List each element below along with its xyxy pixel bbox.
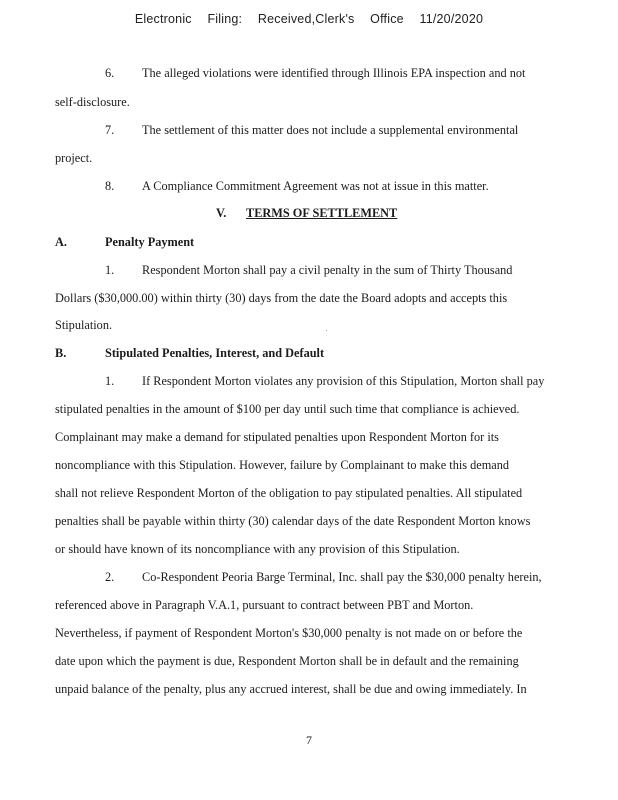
subsection-b-title: Stipulated Penalties, Interest, and Default — [105, 346, 325, 360]
stamp-filing: Filing: — [207, 12, 243, 26]
stamp-electronic: Electronic — [134, 12, 192, 26]
page-number: 7 — [306, 733, 312, 747]
para-8-line-1: A Compliance Commitment Agreement was not at issue in this matter. — [142, 179, 489, 193]
b2-line-1: Co-Respondent Peoria Barge Terminal, Inc. shall pay the $30,000 penalty herein, — [142, 570, 542, 584]
b1-line-2: stipulated penalties in the amount of $100 per day until such time that compliance is achieved. — [55, 402, 520, 416]
para-7-line-1: The settlement of this matter does not include a supplemental environmental — [142, 123, 519, 137]
stamp-date: 11/20/2020 — [419, 12, 484, 26]
a1-number: 1. — [105, 263, 115, 277]
para-6-line-2: self-disclosure. — [55, 95, 130, 109]
para-7-number: 7. — [105, 123, 115, 137]
para-6-line-1: The alleged violations were identified through Illinois EPA inspection and not — [142, 66, 526, 80]
b1-line-1: If Respondent Morton violates any provision of this Stipulation, Morton shall pay — [142, 374, 545, 388]
stamp-office: Office — [370, 12, 404, 26]
para-6-number: 6. — [105, 66, 115, 80]
subsection-a-letter: A. — [55, 235, 67, 249]
b2-number: 2. — [105, 570, 115, 584]
para-7-line-2: project. — [55, 151, 93, 165]
a1-line-1: Respondent Morton shall pay a civil penalty in the sum of Thirty Thousand — [142, 263, 513, 277]
b2-line-2: referenced above in Paragraph V.A.1, pursuant to contract between PBT and Morton. — [55, 598, 474, 612]
b1-line-4: noncompliance with this Stipulation. However, failure by Complainant to make this demand — [55, 458, 510, 472]
scan-speck — [326, 330, 327, 331]
subsection-b-letter: B. — [55, 346, 67, 360]
section-roman: V. — [216, 206, 227, 220]
b1-line-5: shall not relieve Respondent Morton of the obligation to pay stipulated penalties. All stipulated — [55, 486, 523, 500]
a1-line-2: Dollars ($30,000.00) within thirty (30) days from the date the Board adopts and accepts this — [55, 291, 508, 305]
subsection-a-title: Penalty Payment — [105, 235, 195, 249]
b2-line-4: date upon which the payment is due, Respondent Morton shall be in default and the remaining — [55, 654, 519, 668]
para-8-number: 8. — [105, 179, 115, 193]
b1-number: 1. — [105, 374, 115, 388]
b2-line-5: unpaid balance of the penalty, plus any accrued interest, shall be due and owing immediately. In — [55, 682, 527, 696]
stamp-received: Received,Clerk's — [257, 12, 355, 26]
b1-line-6: penalties shall be payable within thirty (30) calendar days of the date Respondent Morton knows — [55, 514, 531, 528]
a1-line-3: Stipulation. — [55, 318, 113, 332]
b1-line-3: Complainant may make a demand for stipulated penalties upon Respondent Morton for its — [55, 430, 499, 444]
b2-line-3: Nevertheless, if payment of Respondent Morton's $30,000 penalty is not made on or before the — [55, 626, 523, 640]
filing-stamp — [0, 12, 618, 26]
section-title: TERMS OF SETTLEMENT — [246, 206, 398, 220]
b1-line-7: or should have known of its noncompliance with any provision of this Stipulation. — [55, 542, 460, 556]
